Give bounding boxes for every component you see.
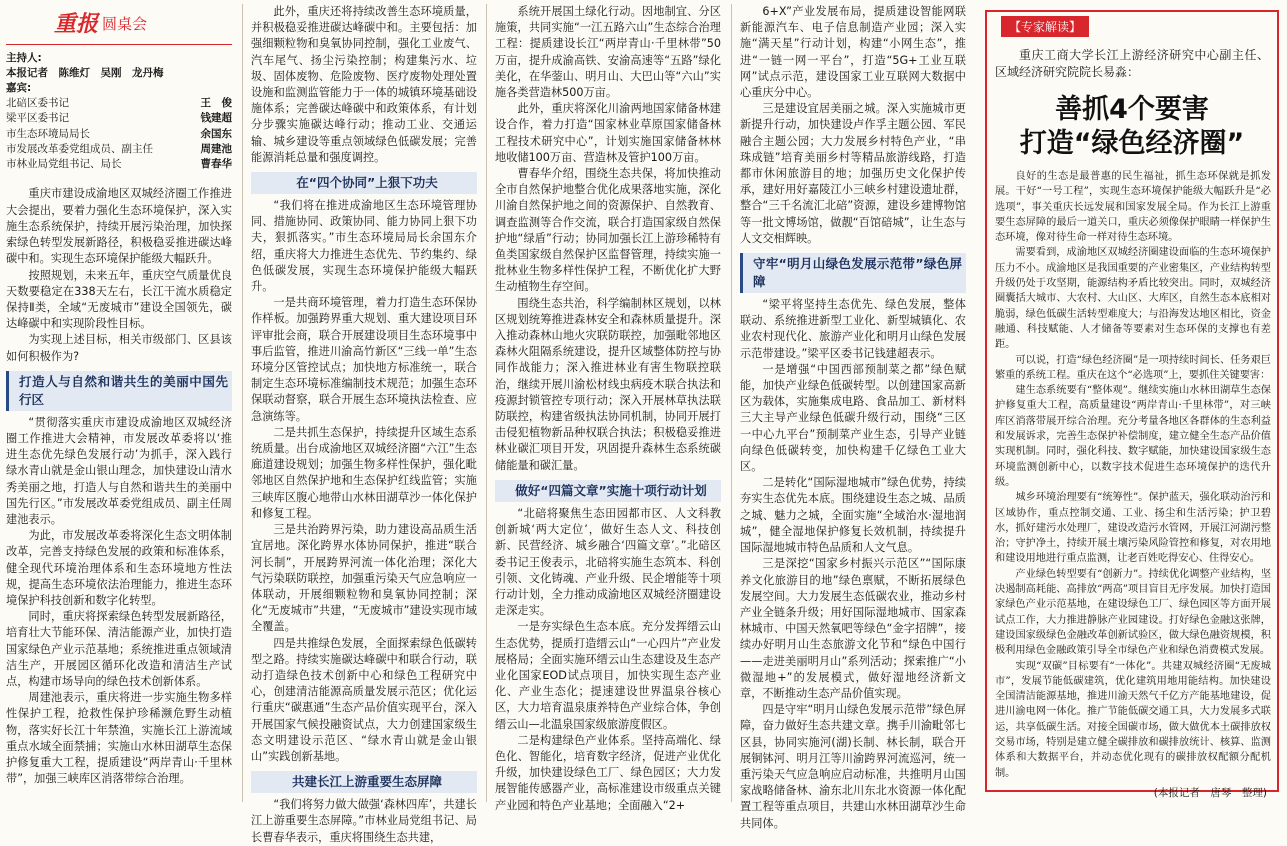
paragraph: 一是共商环境管理，着力打造生态环保协作样板。加强跨界重大规划、重大建设项目环评审批会商，联合开展建设项目生态环境事中事后监管，推进川渝高竹新区“三线一单”生态环境分区管控试点；加快地方标准统一，联合制定生态环境标准编制技术规范；加强生态环保联动督察，联合开展生态环境执法检查、应急演练等。	[251, 296, 477, 423]
paragraph: “我们将在推进成渝地区生态环境管理协同、措施协同、政策协同、能力协同上狠下功夫，狠抓落实。”市生态环境局局长余国东介绍，重庆将大力推进生态优先、节约集约、绿色低碳发展，实现生态环境保护能级大幅跃升。	[251, 199, 477, 294]
paragraph: 三是建设宜居美丽之城。深入实施城市更新提升行动，加快建设卢作孚主题公园、军民融合主题公园；大力发展乡村特色产业，“串珠成链”培育美丽乡村等精品旅游线路，打造都市休闲旅游目的地；加强历史文化保护传承，建好用好嘉陵江小三峡乡村建设遗址群，整合“三千名流汇北碚”资源，建设乡建博物馆等一批文博场馆，做靓“百馆碚城”，让生态与人文交相辉映。	[740, 102, 966, 245]
guest-role: 市生态环境局局长	[6, 127, 90, 140]
paragraph: 重庆市建设成渝地区双城经济圈工作推进大会提出，要着力强化生态环境保护，深入实施生态系统保护，持续开展污染治理，加快探索绿色转型发展新路径，积极稳妥推进碳达峰碳中和。实现生态环境保护能级大幅跃升。	[6, 187, 232, 266]
column-4	[740, 4, 966, 830]
guest-name: 周建池	[200, 142, 232, 155]
guest-row	[6, 142, 232, 157]
paragraph: “我们将努力做大做强‘森林四库’，共建长江上游重要生态屏障。”市林业局党组书记、局长曹春华表示，重庆将围绕生态共建，	[251, 798, 477, 844]
paragraph: 三是共治跨界污染，助力建设高品质生活宜居地。深化跨界水体协同保护，推进“联合河长制”，开展跨界河流一体化治理；深化大气污染联防联控，加强重污染天气应急响应一体联动，开展细颗粒物和臭氧协同控制；深化“无废城市”共建，“无废城市”建设实现市域全覆盖。	[251, 523, 477, 634]
paragraph: 曹春华介绍，围绕生态共保，将加快推动全市自然保护地整合优化成果落地实施，深化川渝自然保护地之间的资源保护、自然教育、调查监测等合作交流，联合打造国家级自然保护地“绿盾”行动；协同加强长江上游珍稀特有鱼类国家级自然保护区监督管理，持续实施一批林业生物多样性保护工程，不断优化扩大野生动植物生存空间。	[495, 167, 721, 294]
paragraph: 6+X”产业发展布局，提质建设智能网联新能源汽车、电子信息制造产业园；深入实施“满天星”行动计划，构建“小网生态”，推进“一链一网一平台”，打造“5G+工业互联网”试点示范，建设国家工业互联网大数据中心重庆分中心。	[740, 5, 966, 100]
paragraph: 同时，重庆将探索绿色转型发展新路径，培育壮大节能环保、清洁能源产业，加快打造国家绿色产业示范基地；系统推进重点领域清洁生产，开展园区循环化改造和清洁生产试点，构建市场导向的绿色技术创新体系。	[6, 610, 232, 688]
guest-role: 市林业局党组书记、局长	[6, 158, 122, 171]
column-name: 圆桌会	[102, 14, 148, 33]
guest-role: 市发展改革委党组成员、副主任	[6, 142, 153, 155]
section-heading: 在“四个协同”上狠下功夫	[251, 172, 477, 194]
column-divider	[486, 4, 487, 802]
expert-headline	[987, 93, 1277, 161]
paragraph: 按照规划，未来五年，重庆空气质量优良天数要稳定在338天左右，长江干流水质稳定保持Ⅱ类，全域“无废城市”建设全国领先，碳达峰碳中和实现阶段性目标。	[6, 268, 232, 331]
paragraph: “北碚将聚焦生态田园都市区、人文科教创新城‘两大定位’，做好生态人文、科技创新、民营经济、城乡融合‘四篇文章’。”北碚区委书记王俊表示，北碚将实施生态筑本、科创引领、文化铸魂、产业升级、民企增能等十项行动计划，全力推动成渝地区双城经济圈建设走深走实。	[495, 506, 721, 618]
paragraph: 实现“双碳”目标要有“一体化”。共建双城经济圈“无废城市”，发展节能低碳建筑，优化建筑用地用能结构。加快建设全国清洁能源基地，推进川渝天然气千亿方产能基地建设，促进川渝电网一体化。推广节能低碳交通工具，大力发展多式联运，共享低碳生活。对接全国碳市场，做大做优本土碳排放权交易市场，特别是建立健全碳排放和碳排放统计、核算、监测体系和大数据平台，并动态优化现有的碳排放权配额分配机制。	[995, 660, 1271, 779]
paragraph: 建生态系统要有“整体观”。继续实施山水林田湖草生态保护修复重大工程，高质量建设“两岸青山·千里林带”，对三峡库区消落带展开综合治理。充分考量各地区各群体的生态利益和发展诉求，完善生态保护补偿制度，建立健全生态产品价值实现机制。同时，强化科技、数字赋能，加快建设国家级生态环境监测创新中心，以数字技术促进生态环境保护的迭代升级。	[995, 385, 1271, 488]
guest-name: 钱建超	[200, 112, 232, 125]
paragraph: 周建池表示，重庆将进一步实施生物多样性保护工程，抢救性保护珍稀濒危野生动植物，落实好长江十年禁渔，实施长江上游流域重点水域全面禁捕；实施山水林田湖草生态保护修复重大工程，提质建设“两岸青山·千里林带”，加强三峡库区消落带综合治理。	[6, 691, 232, 786]
guest-list	[6, 96, 232, 172]
expert-commentary-box	[985, 10, 1279, 799]
paragraph: 二是共抓生态保护，持续提升区域生态系统质量。出台成渝地区双城经济圈“六江”生态廊道建设规划；加强生物多样性保护，强化毗邻地区自然保护地和生态保护红线监管；实施三峡库区腹心地带山水林田湖草沙一体化保护和修复工程。	[251, 425, 477, 520]
host-block	[6, 51, 232, 96]
headline-line-2: 打造“绿色经济圈”	[1019, 128, 1245, 159]
guest-role: 北碚区委书记	[6, 97, 69, 109]
paragraph: 良好的生态是最普惠的民生福祉，抓生态环保就是抓发展。干好“一号工程”，实现生态环境保护能级大幅跃升是“必选项”，事关重庆长远发展和国家发展全局。作为长江上游重要生态屏障的最后一道关口，重庆必须像保护眼睛一样保护生态环境，像对待生命一样对待生态环境。	[995, 171, 1271, 244]
section-heading: 守牢“明月山绿色发展示范带”绿色屏障	[740, 253, 966, 293]
expert-intro: 重庆工商大学长江上游经济研究中心副主任、区域经济研究院院长易淼：	[995, 48, 1269, 79]
guest-row	[6, 157, 232, 172]
paragraph: 一是夯实绿色生态本底。充分发挥缙云山生态优势，提质打造缙云山“一心四片”产业发展格局；全面实施环缙云山生态建设及生态产业化国家EOD试点项目，加快实现生态产业化、产业生态化；提速建设世界温泉谷核心区，大力培育温泉康养特色产业综合体，争创缙云山—北温泉国家级旅游度假区。	[495, 620, 721, 731]
paragraph: “梁平将坚持生态优先、绿色发展，整体联动、系统推进新型工业化、新型城镇化、农业农村现代化、旅游产业化和明月山绿色发展示范带建设。”梁平区委书记钱建超表示。	[740, 298, 966, 360]
guest-name: 王 俊	[200, 97, 232, 109]
headline-line-1: 善抓4个要害	[1055, 94, 1209, 125]
host-names: 本报记者 陈维灯 吴刚 龙丹梅	[6, 67, 164, 79]
guest-label: 嘉宾:	[6, 82, 32, 94]
guest-row	[6, 96, 232, 111]
paragraph: 此外，重庆将深化川渝两地国家储备林建设合作，着力打造“国家林业草原国家储备林工程技术研究中心”，计划实施国家储备林林地收储100万亩、营造林及管护100万亩。	[495, 102, 721, 164]
column-masthead	[6, 4, 232, 45]
paragraph: 四是共推绿色发展，全面探索绿色低碳转型之路。持续实施碳达峰碳中和联合行动，联动打造绿色技术创新中心和绿色工程研究中心，创建清洁能源高质量发展示范区；优化运行重庆“碳惠通”生态产品价值实现平台，深入开展国家气候投融资试点，大力创建国家级生态文明建设示范区、“绿水青山就是金山银山”实践创新基地。	[251, 636, 477, 763]
paragraph: 系统开展国土绿化行动。因地制宜、分区施策，共同实施“一江五路六山”生态综合治理工程：提质建设长江“两岸青山·千里林带”50万亩，提升成渝高铁、安渝高速等“五路”绿化美化，在华蓥山、明月山、大巴山等“六山”实施各类营造林500万亩。	[495, 5, 721, 100]
paragraph: 城乡环境治理要有“统筹性”。保护蓝天，强化联动治污和区域协作，重点控制交通、工业、扬尘和生活污染；护卫碧水，抓好建污水处理厂，建设改造污水管网，开展江河湖污整治；守护净土，持续开展土壤污染风险管控和修复，对农用地和建设用地进行重点监测，让老百姓吃得安心、住得安心。	[995, 492, 1271, 565]
paragraph: 二是构建绿色产业体系。坚持高端化、绿色化、智能化，培育数字经济，促进产业优化升级，加快建设绿色工厂、绿色园区；大力发展智能传感器产业，高标准建设市级重点关键产业园和特色产业基地；全面融入“2+	[495, 733, 721, 812]
byline: (本报记者 唐琴 整理)	[1153, 786, 1267, 799]
paragraph: 三是深挖“国家乡村振兴示范区”“国际康养文化旅游目的地”绿色禀赋，不断拓展绿色发展空间。大力发展生态低碳农业，推动乡村产业全链条升级；用好国际湿地城市、国家森林城市、中国天然氧吧等绿色“金字招牌”，接续办好明月山生态旅游文化节和“绿色中国行——走进美丽明月山”系列活动；探索推广“小微湿地+”的发展模式，做好湿地经济新文章，不断推动生态产品价值实现。	[740, 557, 966, 700]
paragraph: 此外，重庆还将持续改善生态环境质量，并积极稳妥推进碳达峰碳中和。主要包括：加强细颗粒物和臭氧协同控制，强化工业废气、汽车尾气、扬尘污染控制；构建集污水、垃圾、固体废物、危险废物、医疗废物处理处置设施和监测监管能力于一体的城镇环境基础设施体系；完善碳达峰碳中和政策体系，有计划分步骤实施碳达峰行动；推动工业、交通运输、城乡建设等重点领域绿色低碳发展；完善能源消耗总量和强度调控。	[251, 5, 477, 164]
paragraph: 四是守牢“明月山绿色发展示范带”绿色屏障，奋力做好生态共建文章。携手川渝毗邻七区县，协同实施河(湖)长制、林长制，联合开展铜钵河、明月江等川渝跨界河流巡河，统一重污染天气应急响应启动标准，共推明月山国家战略储备林、渝东北川东北水资源一体化配置工程等重点项目，共建山水林田湖草沙生命共同体。	[740, 703, 966, 830]
paragraph: “贯彻落实重庆市建设成渝地区双城经济圈工作推进大会精神，市发展改革委将以‘推进生态优先绿色发展行动’为抓手，深入践行绿水青山就是金山银山理念，加快建设山清水秀美丽之地，打造人与自然和谐共生的美丽中国先行区。”市发展改革委党组成员、副主任周建池表示。	[6, 415, 232, 526]
paragraph: 可以说，打造“绿色经济圈”是一项持续时间长、任务艰巨繁重的系统工程。重庆在这个“必选项”上，要抓住关键要害：	[995, 354, 1271, 381]
paragraph: 一是增强“中国西部预制菜之都”绿色赋能，加快产业绿色低碳转型。以创建国家高新区为载体，实施集成电路、食品加工、新材料三大主导产业绿色低碳升级行动，围绕“三区一中心九平台”预制菜产业生态，引导产业链向绿色低碳转变，加快构建千亿绿色工业大区。	[740, 362, 966, 474]
column-2	[251, 4, 477, 844]
newspaper-logo: 重报	[54, 10, 99, 37]
column-divider	[731, 4, 732, 802]
guest-role: 梁平区委书记	[6, 112, 69, 125]
section-heading: 共建长江上游重要生态屏障	[251, 771, 477, 793]
expert-body	[987, 169, 1277, 781]
paragraph: 产业绿色转型要有“创新力”。持续优化调整产业结构，坚决遏制高耗能、高排放“两高”项目盲目无序发展。加快打造国家绿色产业示范基地，在建设绿色工厂、绿色园区等方面开展试点工作，大力推进静脉产业园建设。打好绿色金融这张牌，建设国家级绿色金融改革创新试验区，做大绿色融资规模，积极利用绿色金融政策引导全市绿色产业和绿色消费模式发展。	[995, 568, 1271, 657]
section-heading: 打造人与自然和谐共生的美丽中国先行区	[6, 371, 232, 411]
paragraph: 需要看到，成渝地区双城经济圈建设面临的生态环境保护压力不小。成渝地区是我国重要的产业密集区，产业结构转型升级仍处于攻坚期，能源结构矛盾比较突出。同时，双城经济圈囊括大城市、大农村、大山区、大库区，自然生态本底相对脆弱，绿色低碳生活转型难度大；与沿海发达地区相比，资金融通、科技赋能、人才储备等要素对生态环保的支撑也有差距。	[995, 247, 1271, 351]
column-1	[6, 4, 232, 802]
paragraph: 为此，市发展改革委将深化生态文明体制改革，完善支持绿色发展的政策和标准体系，健全现代环境治理体系和生态环境地方性法规，提高生态环境依法治理能力，推进生态环境保护科技创新和数字化转型。	[6, 529, 232, 607]
guest-name: 余国东	[200, 127, 232, 140]
guest-row	[6, 111, 232, 126]
expert-tag: 【专家解读】	[1001, 16, 1089, 37]
column-divider	[242, 4, 243, 802]
guest-name: 曹春华	[200, 158, 232, 171]
host-label: 主持人:	[6, 52, 42, 64]
guest-row	[6, 127, 232, 142]
paragraph: 围绕生态共治，科学编制林区规划，以林区规划统筹推进森林安全和森林质量提升。深入推动森林山地火灾联防联控，加强毗邻地区森林火阻隔系统建设，提升区域整体防控与协同作战能力；深入推进林业有害生物联控联治，继续开展川渝松材线虫病疫木联合执法和疫源封锁管控专项行动；深入开展林草执法联防联控，构建省级执法协同机制，协同开展打击侵犯植物新品种权联合执法；积极稳妥推进林业碳汇项目开发，巩固提升森林生态系统碳储能量和碳汇量。	[495, 296, 721, 472]
paragraph: 二是转化“国际湿地城市”绿色优势，持续夯实生态优先本底。围绕建设生态之城、品质之城、魅力之城，全面实施“全域治水·湿地润城”，健全湿地保护修复长效机制，持续提升国际湿地城市特色品质和人文气息。	[740, 476, 966, 555]
section-heading: 做好“四篇文章”实施十项行动计划	[495, 480, 721, 502]
column-3	[495, 4, 721, 812]
paragraph: 为实现上述目标，相关市级部门、区县该如何积极作为?	[6, 333, 232, 363]
